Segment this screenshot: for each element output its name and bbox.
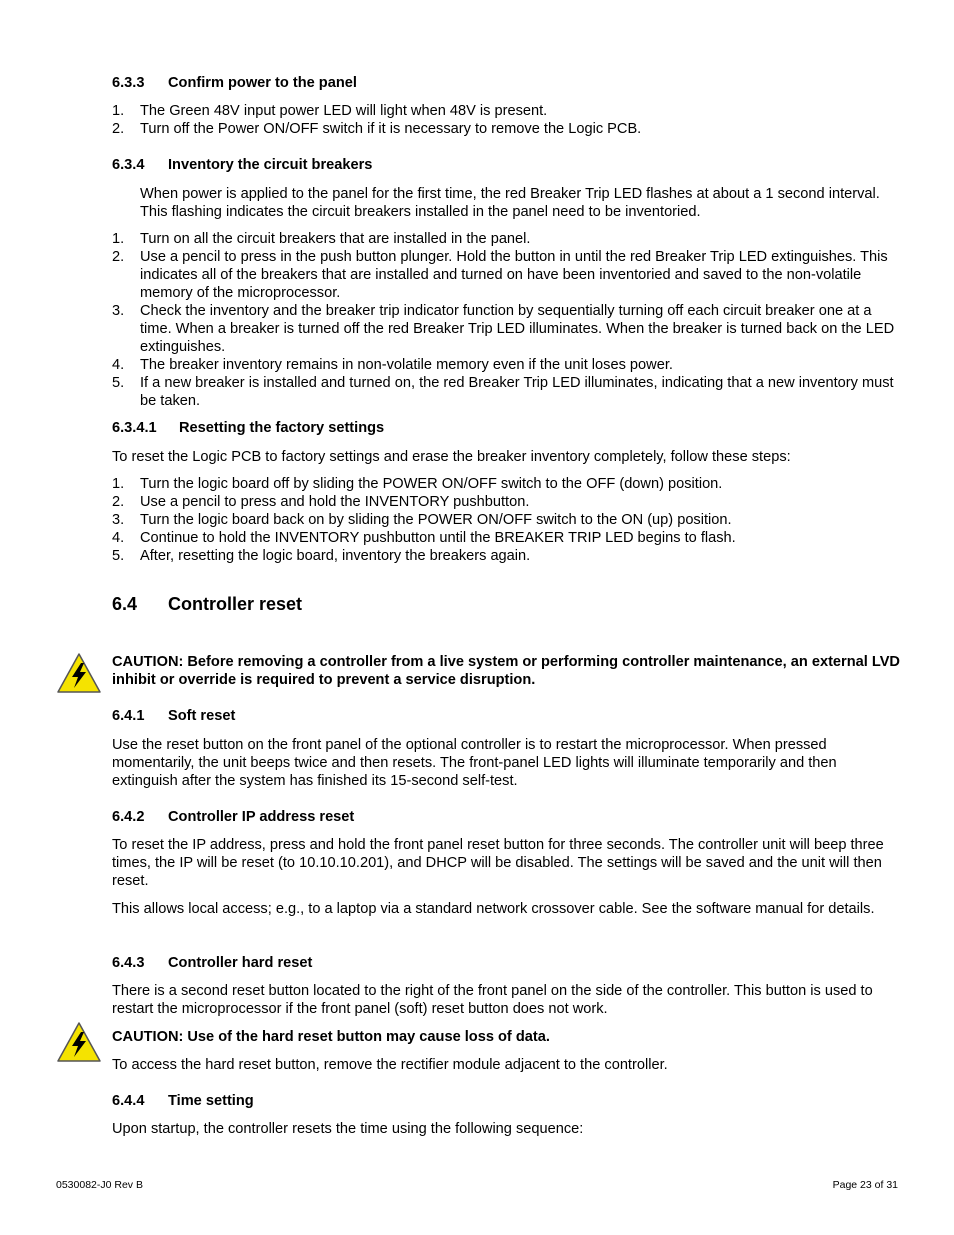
list-item: 4. The breaker inventory remains in non-volatile memory even if the unit loses power. <box>112 357 673 373</box>
list-item: 2. Use a pencil to press and hold the INVENTORY pushbutton. <box>112 494 530 510</box>
section-heading-6-4-4: 6.4.4 Time setting <box>112 1093 254 1109</box>
paragraph: Upon startup, the controller resets the time using the following sequence: <box>112 1121 584 1137</box>
list-item: 1. Turn on all the circuit breakers that are installed in the panel. <box>112 231 531 247</box>
paragraph: There is a second reset button located to the right of the front panel on the side of the controller. This button is used to restart the microprocessor if the front panel (soft) reset button does not work. <box>112 983 873 1017</box>
section-heading-6-3-3: 6.3.3 Confirm power to the panel <box>112 75 357 91</box>
list-item: 5. After, resetting the logic board, inventory the breakers again. <box>112 548 531 564</box>
list-item: 2. Turn off the Power ON/OFF switch if it is necessary to remove the Logic PCB. <box>112 121 642 137</box>
section-heading-6-4-3: 6.4.3 Controller hard reset <box>112 955 313 971</box>
paragraph: To reset the Logic PCB to factory settings and erase the breaker inventory completely, follow these steps: <box>112 449 791 465</box>
paragraph: This allows local access; e.g., to a laptop via a standard network crossover cable. See the software manual for details. <box>112 901 875 917</box>
list-6-3-4 <box>112 230 902 410</box>
section-heading-6-3-4: 6.3.4 Inventory the circuit breakers <box>112 157 373 173</box>
list-item: 3. Check the inventory and the breaker trip indicator function by sequentially turning off each circuit breaker one at a time. When a breaker is turned off the red Breaker Trip LED illuminates. When the breaker is turned back on the LED extinguishes. <box>112 303 895 355</box>
section-heading-6-4: 6.4 Controller reset <box>112 594 303 614</box>
high-voltage-warning-icon <box>56 652 102 694</box>
paragraph: Use the reset button on the front panel of the optional controller is to restart the microprocessor. When pressed momentarily, the unit beeps twice and then resets. The front-panel LED lights will illuminate temporarily and then extinguish after the system has finished its 15-second self-test. <box>112 737 837 789</box>
footer-doc-id: 0530082-J0 Rev B <box>56 1179 143 1191</box>
section-heading-6-4-2: 6.4.2 Controller IP address reset <box>112 809 355 825</box>
list-item: 5. If a new breaker is installed and turned on, the red Breaker Trip LED illuminates, indicating that a new inventory must be taken. <box>112 375 894 409</box>
paragraph: To access the hard reset button, remove the rectifier module adjacent to the controller. <box>112 1057 668 1073</box>
list-6-3-3 <box>112 102 902 138</box>
list-item: 1. Turn the logic board off by sliding the POWER ON/OFF switch to the OFF (down) position. <box>112 476 723 492</box>
section-heading-6-3-4-1: 6.3.4.1 Resetting the factory settings <box>112 420 385 436</box>
paragraph: To reset the IP address, press and hold the front panel reset button for three seconds. The controller unit will beep three times, the IP will be reset (to 10.10.10.201), and DHCP will be disabled. The settings will be saved and the unit will then reset. <box>112 837 884 889</box>
section-heading-6-4-1: 6.4.1 Soft reset <box>112 708 236 724</box>
caution-text: CAUTION: Before removing a controller from a live system or performing controller maintenance, an external LVD inhibit or override is required to prevent a service disruption. <box>112 654 900 688</box>
list-item: 1. The Green 48V input power LED will light when 48V is present. <box>112 103 548 119</box>
paragraph: When power is applied to the panel for the first time, the red Breaker Trip LED flashes at about a 1 second interval. This flashing indicates the circuit breakers installed in the panel need to be inventoried. <box>140 186 880 220</box>
list-item: 2. Use a pencil to press in the push button plunger. Hold the button in until the red Breaker Trip LED extinguishes. This indicates all of the breakers that are installed and turned on have been inventoried and saved to the non-volatile memory of the microprocessor. <box>112 249 888 301</box>
footer-page-number: Page 23 of 31 <box>832 1179 898 1191</box>
list-6-3-4-1 <box>112 475 902 565</box>
caution-text: CAUTION: Use of the hard reset button may cause loss of data. <box>112 1029 550 1045</box>
list-item: 3. Turn the logic board back on by sliding the POWER ON/OFF switch to the ON (up) position. <box>112 512 732 528</box>
high-voltage-warning-icon <box>56 1021 102 1063</box>
list-item: 4. Continue to hold the INVENTORY pushbutton until the BREAKER TRIP LED begins to flash. <box>112 530 736 546</box>
